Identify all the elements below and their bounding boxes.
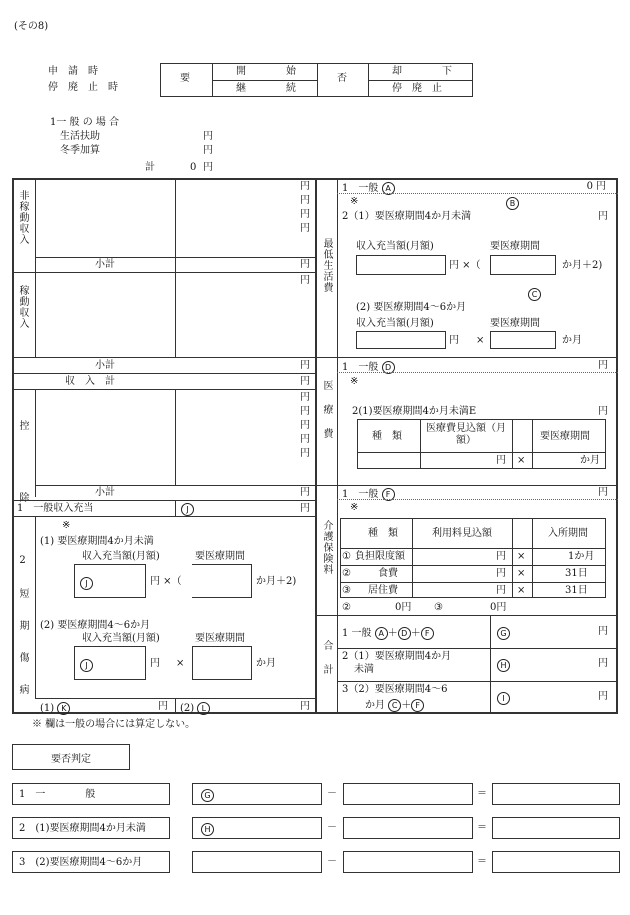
ml2-1-label: 2（1）要医療期間4か月未満 [342,211,472,222]
st1-title: (1) 要医療期間4か月未満 [40,536,154,547]
care-label: 介護保険料 [321,520,332,575]
ml2-income-field[interactable] [356,331,446,349]
continue-option[interactable]: 継 続 [236,83,296,94]
ml-general-value: 0 [586,181,593,192]
st1-period-field[interactable] [192,564,252,598]
total-label: 合計 [321,640,332,688]
living-aid-unit: 円 [203,131,213,142]
med2-1-label: 2(1)要医療期間4か月未満E [352,406,477,417]
subtotal-1: 小計 [95,259,115,270]
yo-label: 要 [180,73,190,84]
judge-row-3-label: 3 (2)要医療期間4〜6か月 [12,851,170,873]
judge-row-1-label: 1 一 般 [12,783,170,805]
total-3-label: 3（2）要医療期間4〜6 [342,684,448,695]
judge-row-1-result[interactable] [492,783,620,805]
general-total-unit: 円 [203,162,213,173]
total-1-label: 1 一般 A ＋ D ＋ F [342,627,434,640]
ml2-period-field[interactable] [490,331,556,349]
non-work-income-label: 非稼動収入 [17,190,28,245]
ml1-income-field[interactable] [356,255,446,275]
winter-add-label: 冬季加算 [60,145,100,156]
ml2-2-label: (2) 要医療期間4〜6か月 [356,302,467,313]
page-label: (その8) [14,21,49,32]
note-mark: ※ [62,520,71,531]
start-option[interactable]: 開 始 [236,66,296,77]
subtotal-2: 小計 [95,360,115,371]
general-case-title: 1一 般 の 場 合 [50,117,120,128]
min-living-label: 最低生活費 [321,238,332,293]
ml1-period-field[interactable] [490,255,556,275]
abolish-option[interactable]: 停 廃 止 [392,83,442,94]
judge-row-2-value[interactable]: H [192,817,322,839]
income-total-label: 収 入 計 [65,376,115,387]
general-income-label: 1 一般収入充当 [17,503,94,514]
judge-row-3-value[interactable] [192,851,322,873]
judge-row-2-result[interactable] [492,817,620,839]
deduction-label: 控 除 [17,420,28,516]
j-mark: J [181,503,194,516]
st1-period-label: 要医療期間 [195,551,245,562]
application-time-label: 申 請 時 [48,66,98,77]
judge-row-2-deduct[interactable] [343,817,473,839]
subtotal-3: 小計 [95,487,115,498]
general-total-label: 計 [145,162,155,173]
suspension-time-label: 停 廃 止 時 [48,82,118,93]
judge-row-3-result[interactable] [492,851,620,873]
footnote: ※ 欄は一般の場合には算定しない。 [32,719,196,730]
ml-general-label: 1 一般 A [342,182,395,195]
med-general-label: 1 一般 D [342,361,395,374]
work-income-label: 稼動収入 [17,285,28,329]
st1-income-label: 収入充当額(月額) [82,551,160,562]
hi-label: 否 [337,73,347,84]
winter-add-unit: 円 [203,145,213,156]
reject-option[interactable]: 却 下 [392,66,452,77]
st2-title: (2) 要医療期間4〜6か月 [40,620,151,631]
short-term-label: 2 短 期 傷 病 [17,555,28,700]
general-total-value: 0 [190,162,197,173]
judge-row-2-label: 2 (1)要医療期間4か月未満 [12,817,170,839]
judgement-button[interactable]: 要否判定 [12,744,130,770]
k-label: (1) K [40,702,70,715]
total-2-label: 2（1）要医療期間4か月 [342,651,452,662]
judge-row-1-deduct[interactable] [343,783,473,805]
living-aid-label: 生活扶助 [60,131,100,142]
judge-row-3-deduct[interactable] [343,851,473,873]
care-general-label: 1 一般 F [342,488,395,501]
st2-period-field[interactable] [192,646,252,680]
judge-row-1-value[interactable]: G [192,783,322,805]
medical-label: 医療費 [321,380,332,452]
l-label: (2) L [180,702,210,715]
